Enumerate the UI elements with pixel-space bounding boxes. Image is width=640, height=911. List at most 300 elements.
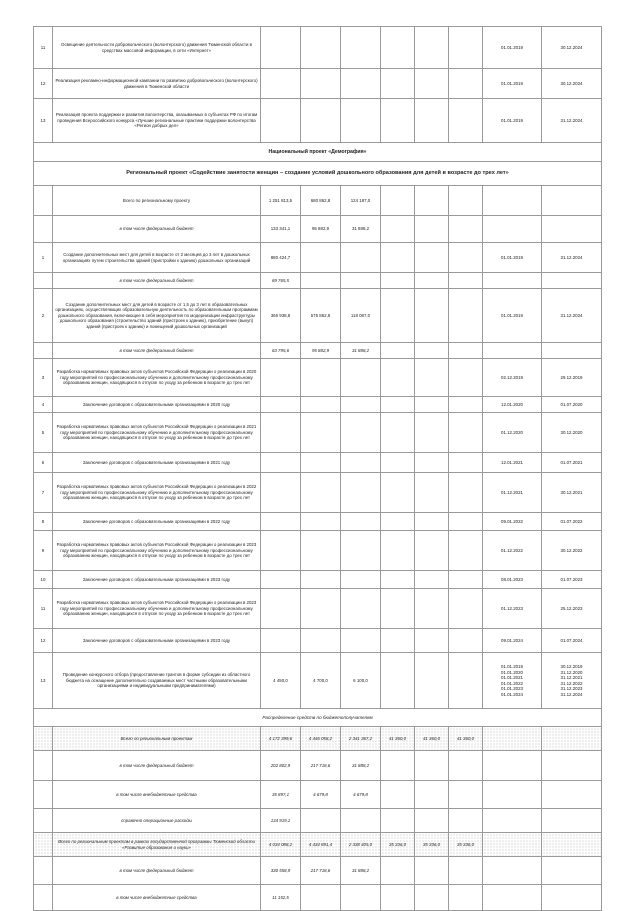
value-cell bbox=[415, 359, 449, 397]
start-date bbox=[483, 273, 542, 289]
value-cell bbox=[449, 397, 483, 413]
row-description: Разработка нормативных правовых актов субъектов Российской Федерации о реализации в 2022 году мероприятий по профессиональному обучению и дополнительному профессиональному образованию женщин, находящихся в отпуске по уходу за ребенком в возрасте до трех лет bbox=[53, 473, 261, 513]
row-number: 12 bbox=[34, 69, 53, 99]
value-cell bbox=[381, 69, 415, 99]
row-description: Разработка нормативных правовых актов субъектов Российской Федерации о реализации в 2023 году мероприятий по профессиональному обучению и дополнительному профессиональному образованию женщин, находящихся в отпуске по уходу за ребенком в возрасте до трех лет bbox=[53, 531, 261, 571]
row-number bbox=[34, 216, 53, 243]
value-cell bbox=[341, 473, 381, 513]
start-date: 01.01.2019 bbox=[483, 69, 542, 99]
value-cell bbox=[301, 629, 341, 653]
value-cell bbox=[381, 397, 415, 413]
value-cell bbox=[261, 589, 301, 629]
value-cell: 63 795,6 bbox=[261, 343, 301, 359]
value-cell bbox=[301, 27, 341, 69]
row-number: 3 bbox=[34, 359, 53, 397]
end-date: 01.07.2022 bbox=[542, 513, 602, 531]
value-cell bbox=[415, 629, 449, 653]
start-date: 01.01.2019 bbox=[483, 27, 542, 69]
value-cell: 69 765,5 bbox=[261, 273, 301, 289]
row-number bbox=[34, 751, 53, 781]
end-date bbox=[542, 885, 602, 911]
table-row bbox=[34, 359, 602, 397]
start-date: 12.01.2020 bbox=[483, 397, 542, 413]
value-cell bbox=[381, 531, 415, 571]
value-cell bbox=[301, 885, 341, 911]
value-cell bbox=[301, 273, 341, 289]
value-cell bbox=[415, 27, 449, 69]
value-cell bbox=[449, 513, 483, 531]
row-number: 4 bbox=[34, 397, 53, 413]
row-number bbox=[34, 809, 53, 833]
table-row bbox=[34, 629, 602, 653]
value-cell bbox=[449, 99, 483, 143]
end-date: 29.12.2019 bbox=[542, 359, 602, 397]
row-number: 8 bbox=[34, 513, 53, 531]
row-number: 6 bbox=[34, 453, 53, 473]
regional-project-title: Региональный проект «Содействие занятости женщин – создание условий дошкольного образования для детей в возрасте до трех лет» bbox=[34, 162, 602, 186]
value-cell bbox=[415, 751, 449, 781]
value-cell bbox=[415, 473, 449, 513]
national-project-title: Национальный проект «Демография» bbox=[34, 143, 602, 162]
table-row bbox=[34, 289, 602, 343]
value-cell bbox=[381, 857, 415, 885]
value-cell bbox=[381, 343, 415, 359]
row-number: 2 bbox=[34, 289, 53, 343]
start-date: 01.01.2019 bbox=[483, 243, 542, 273]
value-cell: 31 888,2 bbox=[341, 343, 381, 359]
table-row bbox=[34, 413, 602, 453]
end-date bbox=[542, 781, 602, 809]
start-date bbox=[483, 727, 542, 751]
totals-label: в том числе федеральный бюджет bbox=[53, 216, 261, 243]
value-cell: 31 888,2 bbox=[341, 857, 381, 885]
end-date: 31.12.2024 bbox=[542, 289, 602, 343]
value-cell bbox=[261, 571, 301, 589]
row-number bbox=[34, 857, 53, 885]
start-date bbox=[483, 885, 542, 911]
value-cell bbox=[381, 629, 415, 653]
value-cell bbox=[341, 571, 381, 589]
row-description: Заключение договоров с образовательными организациями в 2023 году bbox=[53, 629, 261, 653]
end-date: 01.07.2021 bbox=[542, 453, 602, 473]
value-cell bbox=[415, 413, 449, 453]
row-description: Проведение конкурсного отбора (предоставление грантов в форме субсидии из областного бюджета на оснащение дополнительно создаваемых мест частными образовательными организациями и индивидуальными предпринимателями) bbox=[53, 653, 261, 709]
end-date bbox=[542, 809, 602, 833]
end-date bbox=[542, 857, 602, 885]
section-header-row bbox=[34, 143, 602, 162]
value-cell bbox=[449, 453, 483, 473]
value-cell bbox=[449, 653, 483, 709]
value-cell bbox=[301, 531, 341, 571]
table-row bbox=[34, 531, 602, 571]
value-cell bbox=[415, 69, 449, 99]
totals-label: Всего по региональному проекту bbox=[53, 186, 261, 216]
row-number: 11 bbox=[34, 27, 53, 69]
start-date: 01.12.2020 bbox=[483, 413, 542, 453]
end-date bbox=[542, 751, 602, 781]
value-cell bbox=[301, 809, 341, 833]
row-number bbox=[34, 343, 53, 359]
value-cell bbox=[449, 243, 483, 273]
value-cell bbox=[449, 27, 483, 69]
value-cell bbox=[261, 27, 301, 69]
end-date bbox=[542, 186, 602, 216]
table-row bbox=[34, 243, 602, 273]
table-row bbox=[34, 397, 602, 413]
value-cell bbox=[261, 473, 301, 513]
start-date: 01.01.2019 bbox=[483, 99, 542, 143]
value-cell: 330 558,9 bbox=[261, 857, 301, 885]
value-cell bbox=[415, 653, 449, 709]
start-date bbox=[483, 186, 542, 216]
start-date: 02.12.2019 bbox=[483, 359, 542, 397]
summary-label: в том числе федеральный бюджет bbox=[53, 857, 261, 885]
value-cell: 133 341,1 bbox=[261, 216, 301, 243]
start-date bbox=[483, 781, 542, 809]
value-cell bbox=[415, 531, 449, 571]
summary-row bbox=[34, 751, 602, 781]
value-cell bbox=[381, 273, 415, 289]
value-cell: 2 341 367,2 bbox=[341, 727, 381, 751]
value-cell bbox=[381, 885, 415, 911]
value-cell bbox=[341, 69, 381, 99]
value-cell bbox=[415, 857, 449, 885]
value-cell bbox=[415, 781, 449, 809]
start-date: 01.01.2019 01.01.2020 01.01.2021 01.01.2022 01.01.2023 01.01.2024 bbox=[483, 653, 542, 709]
value-cell: 6 100,0 bbox=[341, 653, 381, 709]
row-number: 7 bbox=[34, 473, 53, 513]
value-cell bbox=[449, 781, 483, 809]
table-row bbox=[34, 27, 602, 69]
end-date: 31.12.2024 bbox=[542, 243, 602, 273]
value-cell bbox=[415, 397, 449, 413]
summary-row bbox=[34, 781, 602, 809]
end-date: 01.07.2020 bbox=[542, 397, 602, 413]
value-cell bbox=[381, 653, 415, 709]
row-number: 13 bbox=[34, 99, 53, 143]
value-cell: 41 360,0 bbox=[449, 727, 483, 751]
value-cell: 41 360,0 bbox=[415, 727, 449, 751]
value-cell bbox=[381, 243, 415, 273]
start-date bbox=[483, 857, 542, 885]
end-date: 30.12.2024 bbox=[542, 69, 602, 99]
distribution-title: Распределение средств по бюджетополучателям bbox=[34, 709, 602, 727]
end-date bbox=[542, 727, 602, 751]
summary-row bbox=[34, 885, 602, 911]
value-cell: 124 187,0 bbox=[341, 186, 381, 216]
value-cell bbox=[449, 857, 483, 885]
value-cell: 35 336,0 bbox=[381, 833, 415, 857]
value-cell bbox=[261, 99, 301, 143]
value-cell bbox=[415, 216, 449, 243]
value-cell bbox=[301, 359, 341, 397]
start-date bbox=[483, 833, 542, 857]
row-number: 5 bbox=[34, 413, 53, 453]
value-cell bbox=[381, 359, 415, 397]
value-cell bbox=[381, 453, 415, 473]
value-cell bbox=[415, 343, 449, 359]
row-number: 11 bbox=[34, 589, 53, 629]
value-cell bbox=[415, 99, 449, 143]
value-cell bbox=[381, 751, 415, 781]
totals-row bbox=[34, 216, 602, 243]
row-number: 12 bbox=[34, 629, 53, 653]
value-cell bbox=[449, 186, 483, 216]
summary-row bbox=[34, 833, 602, 857]
value-cell bbox=[381, 809, 415, 833]
value-cell bbox=[449, 289, 483, 343]
summary-label: в том числе внебюджетные средства bbox=[53, 885, 261, 911]
value-cell: 95 882,9 bbox=[301, 216, 341, 243]
row-description: Освещение деятельности добровольческого (волонтерского) движения Тюменской области в средствах массовой информации, в сети «Интернет» bbox=[53, 27, 261, 69]
start-date: 01.12.2021 bbox=[483, 473, 542, 513]
value-cell bbox=[261, 69, 301, 99]
row-number: 10 bbox=[34, 571, 53, 589]
value-cell bbox=[415, 885, 449, 911]
start-date bbox=[483, 343, 542, 359]
value-cell: 31 888,2 bbox=[341, 216, 381, 243]
end-date: 25.12.2023 bbox=[542, 589, 602, 629]
subtotal-row bbox=[34, 273, 602, 289]
row-description: Заключение договоров с образовательными организациями в 2021 году bbox=[53, 453, 261, 473]
end-date: 01.07.2023 bbox=[542, 571, 602, 589]
start-date: 08.01.2023 bbox=[483, 571, 542, 589]
row-number bbox=[34, 781, 53, 809]
value-cell bbox=[261, 413, 301, 453]
value-cell: 4 446 058,2 bbox=[301, 727, 341, 751]
value-cell bbox=[301, 589, 341, 629]
row-description: Реализация рекламно-информационной кампании по развитию добровольческого (волонтерского) движения в Тюменской области bbox=[53, 69, 261, 99]
value-cell: 366 938,8 bbox=[261, 289, 301, 343]
value-cell: 35 897,1 bbox=[261, 781, 301, 809]
start-date: 09.01.2024 bbox=[483, 629, 542, 653]
table-row bbox=[34, 589, 602, 629]
value-cell: 4 450,0 bbox=[261, 653, 301, 709]
end-date: 31.12.2024 bbox=[542, 99, 602, 143]
value-cell: 35 336,0 bbox=[415, 833, 449, 857]
value-cell bbox=[415, 186, 449, 216]
start-date: 01.12.2022 bbox=[483, 531, 542, 571]
value-cell bbox=[415, 571, 449, 589]
row-description: Создание дополнительных мест для детей в возрасте от 1,5 до 3 лет в образовательных организациях, осуществляющих образовательную деятельность по образовательным программам дошкольного образования, включающее в себя мероприятия по модернизации инфраструктуры дошкольного образования (строительство зданий (пристроек к зданию), приобретение (выкуп) зданий (пристроек к зданию) и помещений дошкольных организаций bbox=[53, 289, 261, 343]
end-date: 30.12.2019 31.12.2020 31.12.2021 31.12.2022 31.12.2023 31.12.2024 bbox=[542, 653, 602, 709]
value-cell bbox=[341, 27, 381, 69]
end-date: 30.12.2020 bbox=[542, 413, 602, 453]
row-number: 13 bbox=[34, 653, 53, 709]
value-cell bbox=[301, 99, 341, 143]
value-cell bbox=[301, 69, 341, 99]
row-description: Заключение договоров с образовательными организациями в 2022 году bbox=[53, 513, 261, 531]
summary-label: Всего по региональным проектам bbox=[53, 727, 261, 751]
value-cell bbox=[381, 781, 415, 809]
value-cell bbox=[415, 289, 449, 343]
start-date bbox=[483, 809, 542, 833]
value-cell bbox=[341, 243, 381, 273]
value-cell bbox=[341, 629, 381, 653]
table-row bbox=[34, 453, 602, 473]
value-cell bbox=[341, 397, 381, 413]
summary-row bbox=[34, 809, 602, 833]
value-cell bbox=[341, 513, 381, 531]
value-cell bbox=[415, 243, 449, 273]
start-date: 01.12.2023 bbox=[483, 589, 542, 629]
value-cell: 2 338 405,0 bbox=[341, 833, 381, 857]
value-cell bbox=[341, 99, 381, 143]
value-cell bbox=[301, 397, 341, 413]
value-cell bbox=[449, 885, 483, 911]
value-cell: 4 172 399,6 bbox=[261, 727, 301, 751]
row-number: 1 bbox=[34, 243, 53, 273]
value-cell bbox=[261, 359, 301, 397]
value-cell bbox=[381, 513, 415, 531]
value-cell bbox=[261, 397, 301, 413]
value-cell: 4 434 891,4 bbox=[301, 833, 341, 857]
value-cell: 118 087,0 bbox=[341, 289, 381, 343]
value-cell: 95 882,9 bbox=[301, 343, 341, 359]
row-number bbox=[34, 273, 53, 289]
value-cell bbox=[449, 589, 483, 629]
end-date bbox=[542, 833, 602, 857]
value-cell: 4 679,8 bbox=[341, 781, 381, 809]
summary-label: в том числе внебюджетные средства bbox=[53, 781, 261, 809]
end-date bbox=[542, 343, 602, 359]
row-description: Заключение договоров с образовательными организациями в 2023 году bbox=[53, 571, 261, 589]
value-cell bbox=[261, 513, 301, 531]
value-cell bbox=[449, 69, 483, 99]
value-cell bbox=[415, 513, 449, 531]
table-row bbox=[34, 571, 602, 589]
value-cell bbox=[449, 751, 483, 781]
value-cell bbox=[341, 809, 381, 833]
value-cell bbox=[341, 273, 381, 289]
value-cell bbox=[381, 589, 415, 629]
start-date bbox=[483, 751, 542, 781]
value-cell bbox=[415, 273, 449, 289]
value-cell: 4 034 088,2 bbox=[261, 833, 301, 857]
value-cell bbox=[301, 243, 341, 273]
value-cell bbox=[449, 531, 483, 571]
section-header-row bbox=[34, 162, 602, 186]
table-row bbox=[34, 99, 602, 143]
row-description: в том числе федеральный бюджет bbox=[53, 273, 261, 289]
value-cell: 31 888,2 bbox=[341, 751, 381, 781]
end-date: 30.12.2021 bbox=[542, 473, 602, 513]
value-cell bbox=[341, 413, 381, 453]
row-description: Разработка нормативных правовых актов субъектов Российской Федерации о реализации в 2023 году мероприятий по профессиональному обучению и дополнительному профессиональному образованию женщин, находящихся в отпуске по уходу за ребенком в возрасте до трех лет bbox=[53, 589, 261, 629]
end-date bbox=[542, 216, 602, 243]
value-cell bbox=[449, 343, 483, 359]
value-cell: 680 862,8 bbox=[301, 186, 341, 216]
row-description: Разработка нормативных правовых актов субъектов Российской Федерации о реализации в 2021 году мероприятий по профессиональному обучению и дополнительному профессиональному образованию женщин, находящихся в отпуске по уходу за ребенком в возрасте до трех лет bbox=[53, 413, 261, 453]
table-row bbox=[34, 653, 602, 709]
value-cell: 217 718,6 bbox=[301, 751, 341, 781]
end-date: 01.07.2024 bbox=[542, 629, 602, 653]
value-cell bbox=[261, 531, 301, 571]
value-cell bbox=[341, 453, 381, 473]
value-cell bbox=[341, 885, 381, 911]
value-cell bbox=[301, 473, 341, 513]
value-cell: 35 336,0 bbox=[449, 833, 483, 857]
row-number bbox=[34, 833, 53, 857]
summary-label: Всего по региональным проектам в рамках государственной программы Тюменской области «Развитие образования и науки» bbox=[53, 833, 261, 857]
value-cell bbox=[449, 273, 483, 289]
totals-row bbox=[34, 186, 602, 216]
row-description: Заключение договоров с образовательными организациями в 2020 году bbox=[53, 397, 261, 413]
value-cell bbox=[381, 413, 415, 453]
value-cell bbox=[381, 27, 415, 69]
value-cell: 202 802,9 bbox=[261, 751, 301, 781]
value-cell: 217 718,6 bbox=[301, 857, 341, 885]
table-row bbox=[34, 513, 602, 531]
start-date: 09.01.2022 bbox=[483, 513, 542, 531]
table-row bbox=[34, 69, 602, 99]
value-cell bbox=[301, 571, 341, 589]
end-date: 30.12.2024 bbox=[542, 27, 602, 69]
value-cell bbox=[415, 453, 449, 473]
value-cell bbox=[381, 473, 415, 513]
value-cell bbox=[381, 289, 415, 343]
value-cell bbox=[341, 359, 381, 397]
row-number bbox=[34, 186, 53, 216]
value-cell: 4 679,8 bbox=[301, 781, 341, 809]
value-cell bbox=[381, 186, 415, 216]
value-cell bbox=[341, 589, 381, 629]
value-cell bbox=[341, 531, 381, 571]
value-cell: 1 251 813,5 bbox=[261, 186, 301, 216]
value-cell bbox=[261, 453, 301, 473]
value-cell bbox=[381, 571, 415, 589]
value-cell: 134 919,1 bbox=[261, 809, 301, 833]
value-cell bbox=[449, 216, 483, 243]
row-description: Создание дополнительных мест для детей в возрасте от 2 месяцев до 3 лет в дошкольных организациях путем строительства зданий (пристройки к зданию) дошкольных организаций bbox=[53, 243, 261, 273]
summary-row bbox=[34, 727, 602, 751]
value-cell bbox=[301, 413, 341, 453]
value-cell bbox=[449, 629, 483, 653]
value-cell bbox=[381, 99, 415, 143]
value-cell bbox=[381, 216, 415, 243]
summary-row bbox=[34, 857, 602, 885]
subtotal-row bbox=[34, 343, 602, 359]
section-header-row bbox=[34, 709, 602, 727]
value-cell bbox=[415, 589, 449, 629]
value-cell bbox=[301, 453, 341, 473]
value-cell bbox=[449, 809, 483, 833]
value-cell: 4 700,0 bbox=[301, 653, 341, 709]
summary-label: в том числе федеральный бюджет bbox=[53, 751, 261, 781]
value-cell bbox=[449, 413, 483, 453]
value-cell bbox=[261, 629, 301, 653]
value-cell bbox=[449, 359, 483, 397]
start-date bbox=[483, 216, 542, 243]
row-description: Реализация проекта поддержки и развития волонтерства, оказываемых в субъектах РФ по итогам проведения Всероссийского конкурса «Лучшие региональные практики поддержки волонтерства «Регион добрых дел» bbox=[53, 99, 261, 143]
summary-label: справочно операционные расходы bbox=[53, 809, 261, 833]
start-date: 01.01.2019 bbox=[483, 289, 542, 343]
row-description: в том числе федеральный бюджет bbox=[53, 343, 261, 359]
value-cell: 41 360,0 bbox=[381, 727, 415, 751]
value-cell: 880 424,7 bbox=[261, 243, 301, 273]
value-cell bbox=[449, 571, 483, 589]
row-description: Разработка нормативных правовых актов субъектов Российской Федерации о реализации в 2020 году мероприятий по профессиональному обучению и дополнительному профессиональному образованию женщин, находящихся в отпуске по уходу за ребенком в возрасте до трех лет bbox=[53, 359, 261, 397]
value-cell: 11 152,5 bbox=[261, 885, 301, 911]
end-date bbox=[542, 273, 602, 289]
end-date: 30.12.2022 bbox=[542, 531, 602, 571]
row-number bbox=[34, 885, 53, 911]
program-table bbox=[33, 26, 602, 911]
value-cell bbox=[415, 809, 449, 833]
table-row bbox=[34, 473, 602, 513]
value-cell bbox=[301, 513, 341, 531]
row-number: 9 bbox=[34, 531, 53, 571]
